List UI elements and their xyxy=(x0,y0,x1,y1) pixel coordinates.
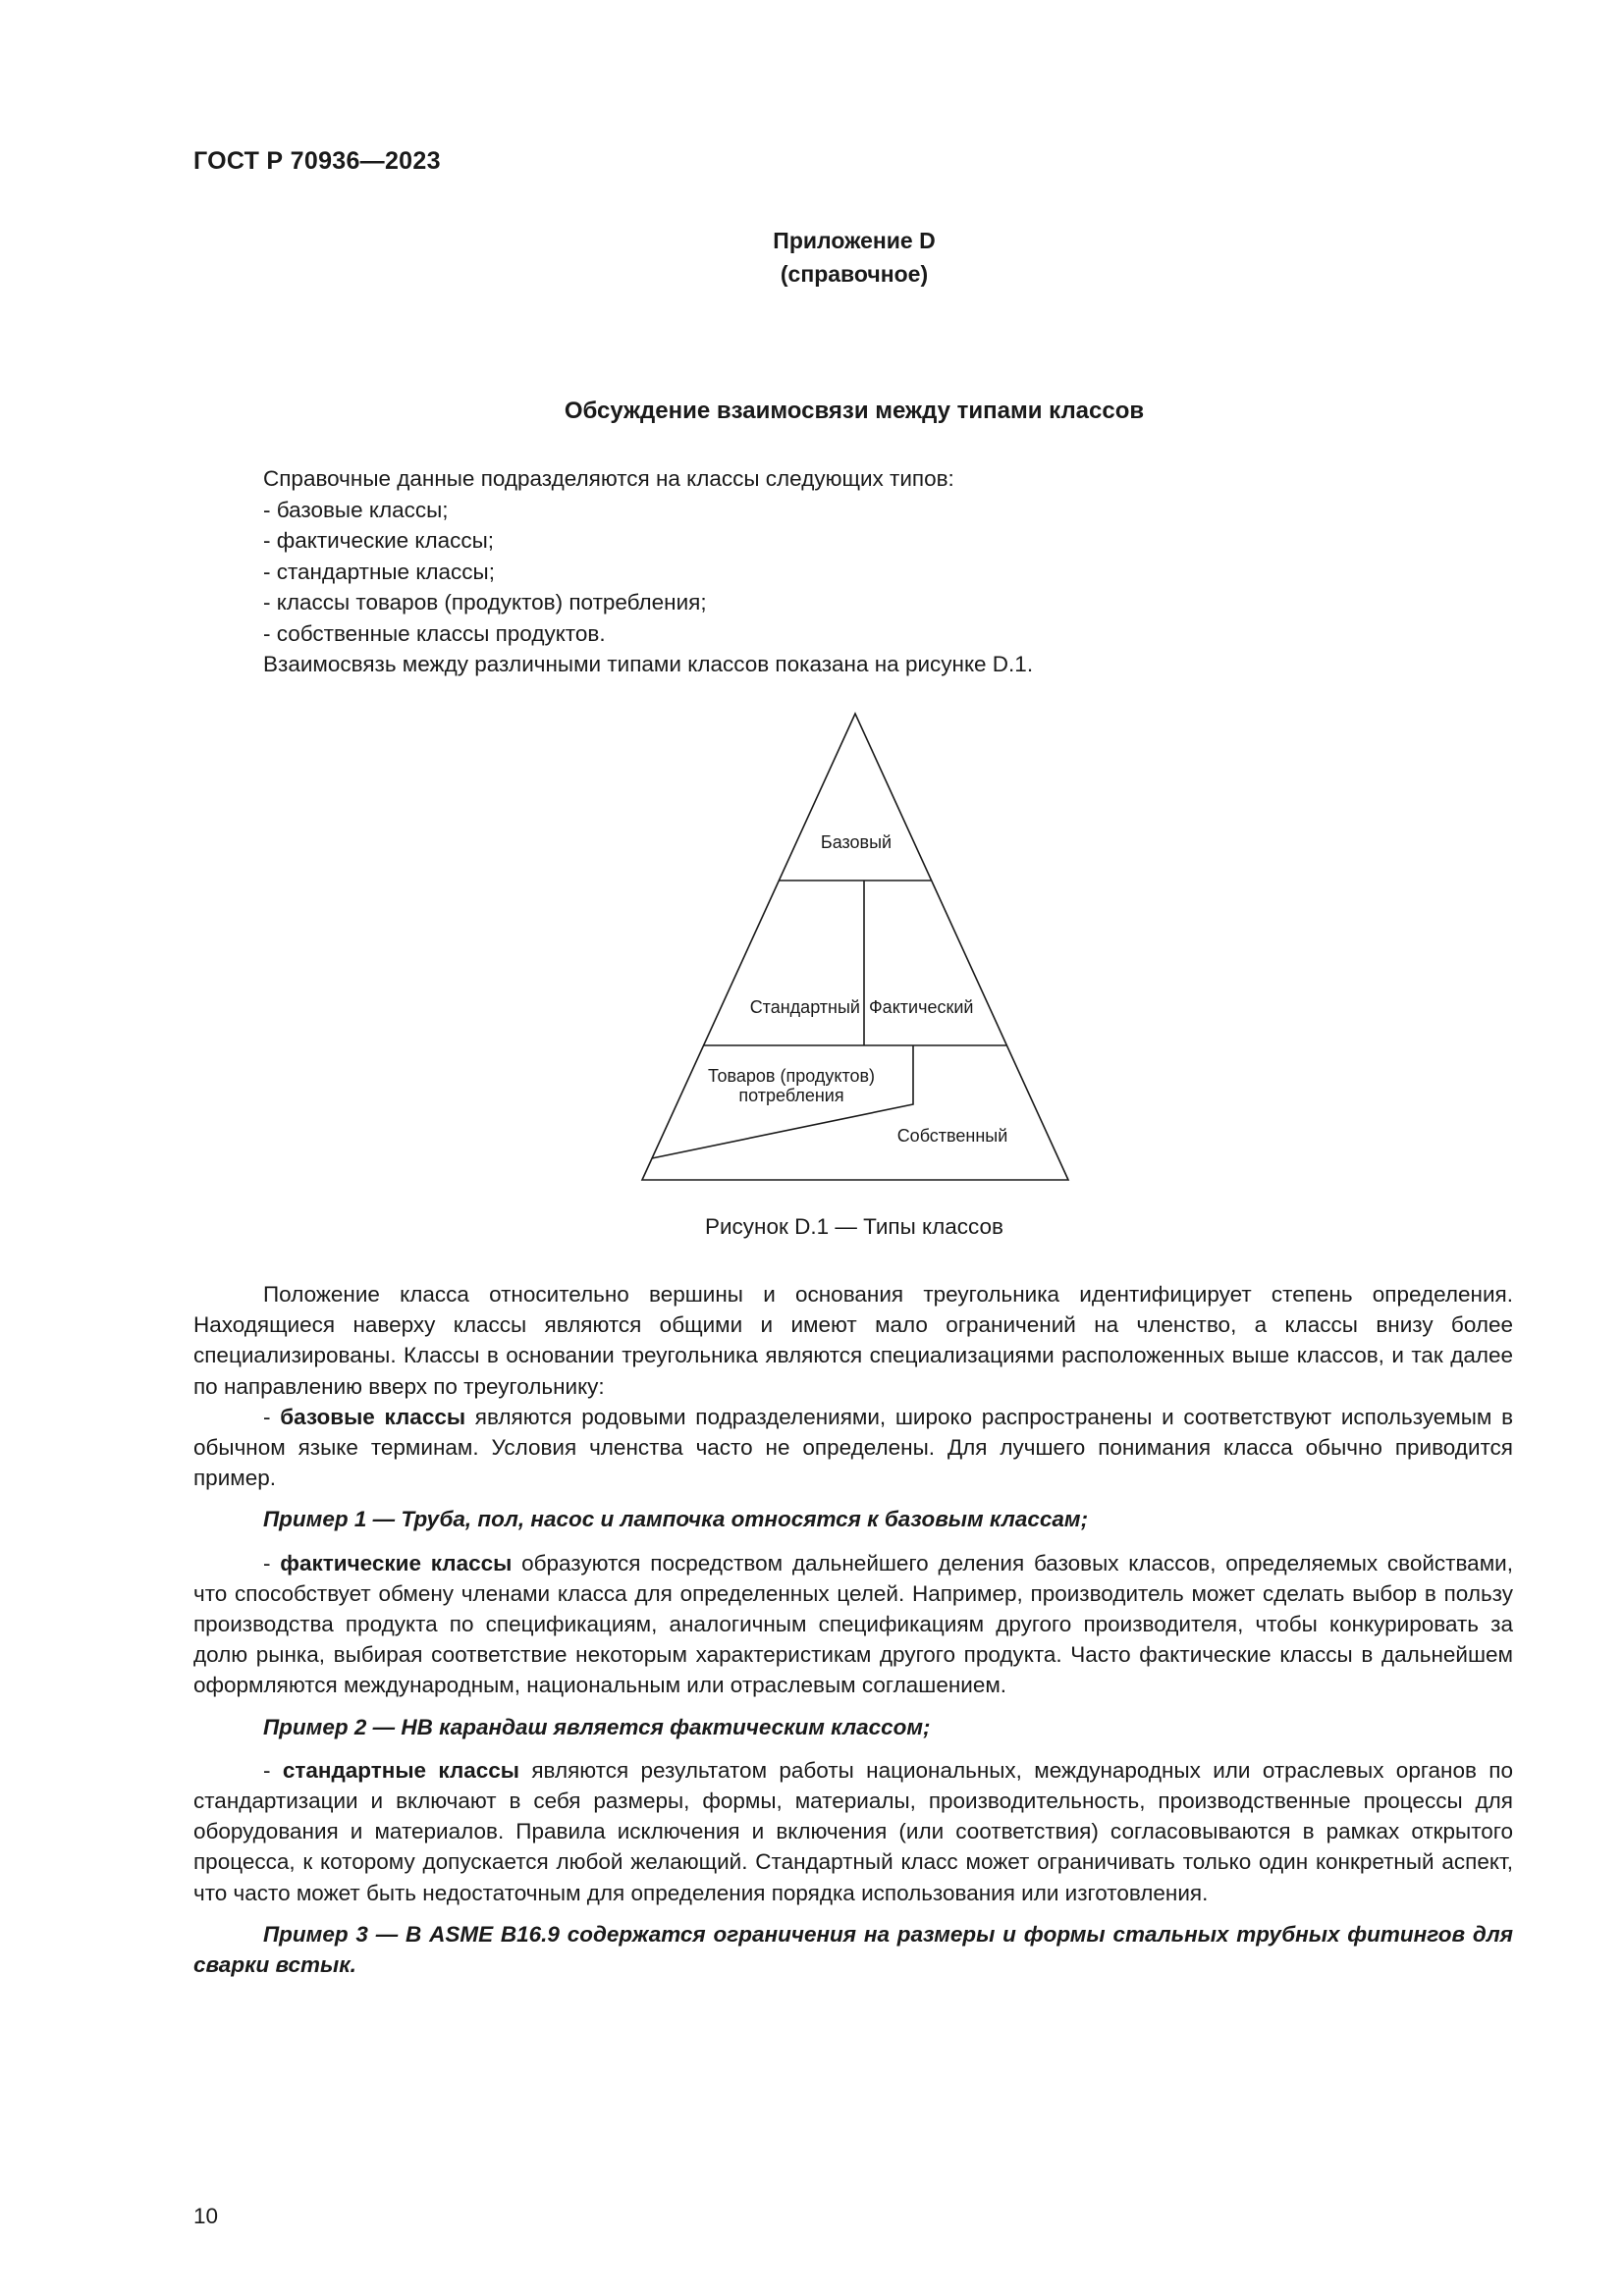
appendix-title: Приложение D xyxy=(773,228,936,253)
example-1: Пример 1 — Труба, пол, насос и лампочка относятся к базовым классам; xyxy=(263,1507,1089,1532)
figure-caption: Рисунок D.1 — Типы классов xyxy=(704,1214,1003,1239)
body-list-item xyxy=(193,1402,1513,1494)
label-base: Базовый xyxy=(820,832,893,852)
list-item: - классы товаров (продуктов) потребления; xyxy=(263,590,707,614)
list-item: - базовые классы; xyxy=(263,497,449,522)
term-standard-classes: стандартные классы xyxy=(282,1757,519,1783)
list-dash: - xyxy=(263,1757,283,1783)
appendix-subtitle: (справочное) xyxy=(780,261,929,287)
class-types-diagram xyxy=(628,707,1080,1188)
label-standard: Стандартный xyxy=(749,997,860,1017)
example-3: Пример 3 — В ASME B16.9 содержатся ограничения на размеры и формы стальных трубных фитингов для сварки встык. xyxy=(193,1921,1513,1978)
label-factual: Фактический xyxy=(869,997,974,1017)
list-item: - фактические классы; xyxy=(263,528,495,553)
body-list-item xyxy=(193,1548,1513,1701)
body-text xyxy=(193,1279,1513,1993)
standard-code: ГОСТ Р 70936—2023 xyxy=(193,147,441,175)
page-number: 10 xyxy=(193,2204,219,2228)
list-item: - собственные классы продуктов. xyxy=(263,620,606,646)
appendix-heading xyxy=(589,224,1119,291)
term-base-classes: базовые классы xyxy=(280,1404,466,1429)
label-consumer-line2: потребления xyxy=(738,1086,844,1105)
item-text: являются результатом работы национальных, международных или отраслевых органов по стандартизации и включают в себя размеры, формы, материалы, производительность, производственные процессы для оборудования и материалов. Правила исключения и включения (или соответствия) согласовываются в рамках открытого процесса, к которому допускается любой желающий. Стандартный класс может ограничивать только один конкретный аспект, что часто может быть недостаточным для определения порядка использования или изготовления. xyxy=(193,1757,1513,1905)
term-factual-classes: фактические классы xyxy=(280,1550,513,1575)
intro-block xyxy=(263,463,1520,680)
list-dash: - xyxy=(263,1550,281,1575)
example-2: Пример 2 — HB карандаш является фактическим классом; xyxy=(263,1714,931,1739)
intro-lead: Справочные данные подразделяются на классы следующих типов: xyxy=(263,466,954,491)
section-title: Обсуждение взаимосвязи между типами классов xyxy=(564,398,1145,424)
item-text: образуются посредством дальнейшего деления базовых классов, определяемых свойствами, что способствует обмену членами класса для определенных целей. Например, производитель может сделать выбор в пользу производства продукта по спецификациям, аналогичным спецификациям другого производителя, чтобы конкурировать за долю рынка, выбирая соответствие некоторым характеристикам другого продукта. Часто фактические классы в дальнейшем оформляются международным, национальным или отраслевым соглашением. xyxy=(193,1550,1513,1698)
pyramid-svg xyxy=(628,707,1080,1188)
label-proprietary: Собственный xyxy=(896,1126,1008,1146)
pyramid-outline xyxy=(642,714,1068,1180)
label-consumer-line1: Товаров (продуктов) xyxy=(707,1066,876,1086)
list-dash: - xyxy=(263,1404,281,1429)
item-text: являются родовыми подразделениями, широко распространены и соответствуют используемым в обычном языке терминам. Условия членства часто не определены. Для лучшего понимания класса обычно приводится пример. xyxy=(193,1404,1514,1491)
list-item: - стандартные классы; xyxy=(263,559,495,584)
body-paragraph: Положение класса относительно вершины и основания треугольника идентифицирует степень определения. Находящиеся наверху классы являются общими и имеют мало ограничений на членство, а классы внизу более специализированы. Классы в основании треугольника являются специализациями расположенных выше классов, и так далее по направлению вверх по треугольнику: xyxy=(193,1282,1513,1399)
intro-outro: Взаимосвязь между различными типами классов показана на рисунке D.1. xyxy=(263,652,1034,676)
body-list-item xyxy=(193,1755,1513,1908)
